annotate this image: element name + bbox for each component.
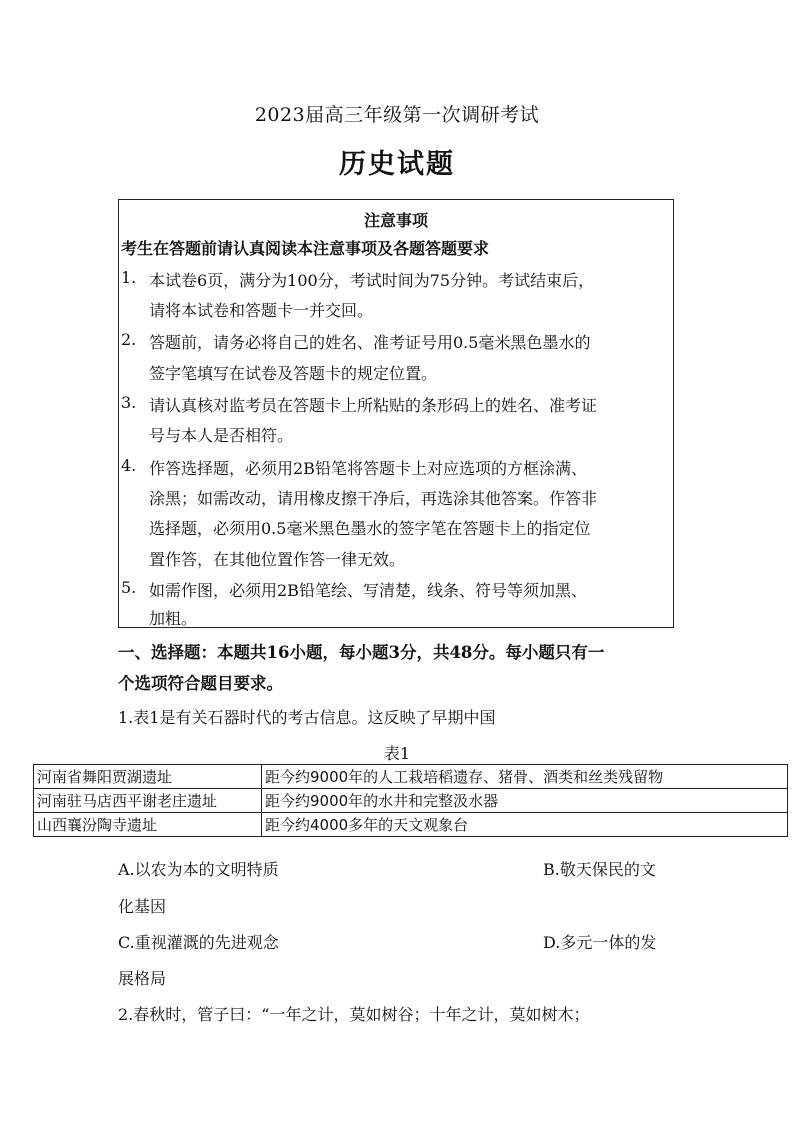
section-heading: 个选项符合题目要求。 (118, 674, 283, 693)
notice-item-number: 1. (121, 268, 137, 287)
option-a: A.以农为本的文明特质 (118, 860, 279, 879)
notice-item-line: 号与本人是否相符。 (149, 426, 294, 445)
notice-subheading: 考生在答题前请认真阅读本注意事项及各题答题要求 (121, 239, 490, 258)
archaeology-table (33, 764, 788, 837)
notice-item-number: 4. (121, 456, 137, 475)
question-stem: 1.表1是有关石器时代的考古信息。这反映了早期中国 (118, 708, 496, 727)
option-d-continued: 展格局 (118, 969, 167, 988)
notice-item-line: 选择题，必须用0.5毫米黑色墨水的签字笔在答题卡上的指定位 (149, 519, 591, 538)
notice-item-line: 本试卷6页，满分为100分，考试时间为75分钟。考试结束后， (149, 271, 595, 290)
table-cell-site: 河南省舞阳贾湖遗址 (34, 765, 262, 789)
table-cell-finding: 距今约9000年的水井和完整汲水器 (262, 789, 788, 813)
table-cell-finding: 距今约9000年的人工栽培稻遗存、猪骨、酒类和丝类残留物 (262, 765, 788, 789)
notice-item-line: 答题前，请务必将自己的姓名、准考证号用0.5毫米黑色墨水的 (149, 333, 591, 352)
table-row (34, 765, 788, 789)
question-stem: 2.春秋时，管子曰：“一年之计，莫如树谷；十年之计，莫如树木； (118, 1005, 590, 1024)
option-b-continued: 化基因 (118, 897, 167, 916)
notice-item-line: 签字笔填写在试卷及答题卡的规定位置。 (149, 364, 438, 383)
table-cell-site: 河南驻马店西平谢老庄遗址 (34, 789, 262, 813)
notice-item-line: 涂黑；如需改动，请用橡皮擦干净后，再选涂其他答案。作答非 (149, 489, 598, 508)
option-b: B.敬天保民的文 (543, 860, 656, 879)
subject-title: 历史试题 (339, 149, 455, 180)
table-row (34, 789, 788, 813)
notice-item-line: 请认真核对监考员在答题卡上所粘贴的条形码上的姓名、准考证 (149, 396, 598, 415)
section-heading: 一、选择题：本题共16小题，每小题3分，共48分。每小题只有一 (118, 643, 605, 662)
table-caption: 表1 (383, 744, 411, 763)
table-cell-finding: 距今约4000多年的天文观象台 (262, 813, 788, 837)
notice-item-line: 加粗。 (149, 609, 198, 628)
option-d: D.多元一体的发 (543, 933, 657, 952)
notice-item-line: 请将本试卷和答题卡一并交回。 (149, 301, 374, 320)
notice-item-line: 如需作图，必须用2B铅笔绘、写清楚，线条、符号等须加黑、 (149, 581, 587, 600)
exam-title: 2023届高三年级第一次调研考试 (254, 104, 540, 126)
notice-item-line: 作答选择题，必须用2B铅笔将答题卡上对应选项的方框涂满、 (149, 459, 587, 478)
table-cell-site: 山西襄汾陶寺遗址 (34, 813, 262, 837)
table-row (34, 813, 788, 837)
notice-item-line: 置作答，在其他位置作答一律无效。 (149, 550, 406, 569)
notice-item-number: 3. (121, 393, 137, 412)
notice-item-number: 5. (121, 578, 137, 597)
notice-heading: 注意事项 (363, 211, 428, 230)
option-c: C.重视灌溉的先进观念 (118, 933, 279, 952)
notice-item-number: 2. (121, 330, 137, 349)
